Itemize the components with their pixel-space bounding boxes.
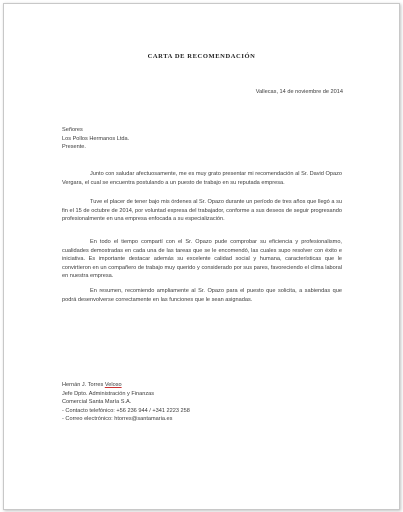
- recipient-company: Los Pollos Hermanos Ltda.: [62, 135, 130, 142]
- signature-position: Jefe Dpto. Administración y Finanzas: [62, 390, 155, 397]
- signature-name-first: Hernán J. Torres: [62, 382, 105, 388]
- signature-name-last: Veloso: [104, 382, 122, 388]
- signature-company: Comercial Santa María S.A.: [62, 399, 132, 406]
- body-paragraph-2: Tuve el placer de tener bajo mis órdenes al Sr. Opazo durante un período de tres años que llegó a su fin el 15 de octubre de 2014, por voluntad expresa del trabajador, conforme a sus deseos de seguir progresando profesionalmente en una empresa enfocada a su especialización.: [62, 199, 342, 223]
- signature-name: [62, 381, 282, 390]
- recipient-present: Presente.: [62, 144, 86, 151]
- letter-title: CARTA DE RECOMENDACIÓN: [147, 53, 256, 60]
- recipient-salutation: Señores: [62, 127, 83, 133]
- body-paragraph-1: Junto con saludar afectuosamente, me es muy grato presentar mi recomendación al Sr. David Opazo Vergara, el cual se encuentra postulando a un puesto de trabajo en su reputada empresa.: [62, 171, 342, 186]
- recipient-block: [62, 126, 262, 152]
- signature-block: [62, 381, 282, 424]
- signature-phone: - Contacto telefónico: +56 236 944 / +341 2223 258: [62, 407, 190, 414]
- letter-date: Vallecas, 14 de noviembre de 2014: [255, 89, 343, 95]
- body-paragraph-3: En todo el tiempo compartí con el Sr. Opazo pude comprobar su eficiencia y profesionalismo, cualidades demostradas en cada una de las tareas que se le encomendó, las cuales supo resolver con éxito e iniciativa. Es importante destacar además su excelente calidad social y humana, características que le convirtieron en un compañero de trabajo muy querido y considerado por sus pares, favoreciendo el clima laboral en nuestra empresa.: [62, 239, 342, 280]
- body-paragraph-4: En resumen, recomiendo ampliamente al Sr. Opazo para el puesto que solicita, a sabiendas que podrá desenvolverse correctamente en las funciones que le sean asignadas.: [62, 288, 342, 303]
- signature-email: - Correo electrónico: htorres@santamaria.es: [62, 416, 173, 423]
